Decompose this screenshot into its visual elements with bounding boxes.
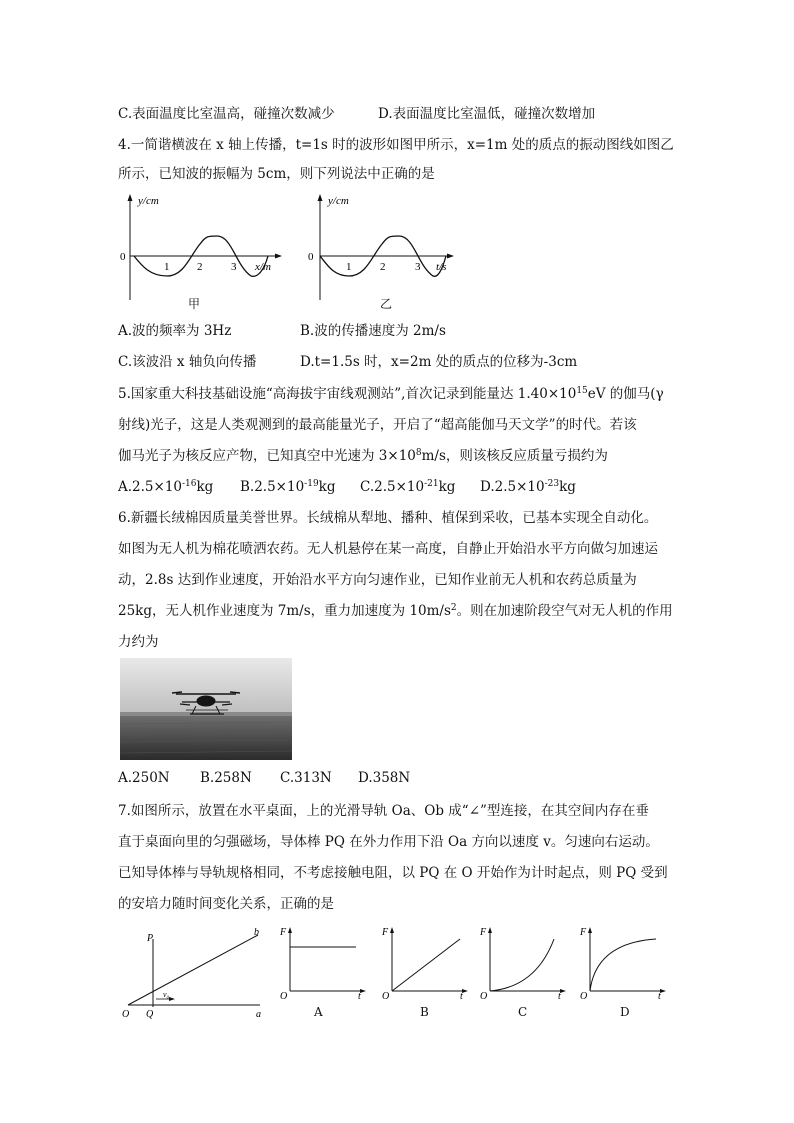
- q4-figure-jia: [118, 190, 288, 310]
- svg-text:O: O: [480, 991, 488, 1000]
- q4-figure-yi-caption: 乙: [380, 297, 393, 311]
- q6-option-c: C.313N: [280, 770, 332, 786]
- q6-stem-line1: 6.新疆长绒棉因质量美誉世界。长绒棉从犁地、播种、植保到采收，已基本实现全自动化。: [118, 510, 658, 526]
- yi-xlabel: t/s: [436, 261, 447, 273]
- q3-option-c: C.表面温度比室温高，碰撞次数减少: [118, 106, 335, 122]
- q6-stem-line3: 动，2.8s 达到作业速度，开始沿水平方向匀速作业，已知作业前无人机和农药总质量为: [118, 572, 637, 588]
- q4-figure-jia-caption: 甲: [188, 297, 201, 311]
- label-b: b: [254, 927, 259, 938]
- q6-option-b: B.258N: [200, 770, 252, 786]
- yi-tick-3: 3: [415, 261, 421, 273]
- q5-stem-line3: 伽马光子为核反应产物，已知真空中光速为 $3\times 10^8m/s$，则该核反应质量亏损约为: [118, 448, 608, 464]
- q7-stem-line4: 的安培力随时间变化关系，正确的是: [118, 896, 334, 912]
- q5-stem-line1: 5.国家重大科技基础设施“高海拔宇宙线观测站”,首次记录到能量达 $1.40\times 10^{15}eV$ 的伽马(γ: [118, 386, 664, 402]
- q6-option-d: D.358N: [358, 770, 411, 786]
- q7-graph-d-caption: D: [620, 1005, 630, 1019]
- jia-xlabel: x/m: [255, 261, 271, 273]
- q7-stem-line1: 7.如图所示，放置在水平桌面，上的光滑导轨 Oa、Ob 成“∠”型连接，在其空间内存在垂: [118, 803, 649, 819]
- jia-tick-1: 1: [164, 261, 170, 273]
- q7-rail-diagram: [120, 925, 270, 1020]
- svg-text:O: O: [280, 991, 288, 1000]
- svg-text:t: t: [358, 991, 361, 1000]
- q4-option-c: C.该波沿 x 轴负向传播: [118, 354, 257, 370]
- label-Q: Q: [146, 1009, 154, 1020]
- q5-option-c: $C.2.5\times 10^{-21}kg$: [360, 479, 456, 495]
- q6-stem-line5: 力约为: [118, 634, 159, 650]
- svg-text:F: F: [580, 927, 587, 938]
- yi-tick-2: 2: [380, 261, 386, 273]
- q7-graph-c-caption: C: [518, 1005, 528, 1019]
- jia-tick-3: 3: [231, 261, 237, 273]
- q4-option-d: D.t=1.5s 时，x=2m 处的质点的位移为-3cm: [300, 354, 578, 370]
- svg-text:F: F: [382, 927, 389, 938]
- label-O: O: [122, 1009, 130, 1020]
- q5-option-b: $B.2.5\times 10^{-19}kg$: [240, 479, 336, 495]
- q5-stem-line2: 射线)光子，这是人类观测到的最高能量光子，开启了“超高能伽马天文学”的时代。若该: [118, 417, 637, 433]
- q5-option-d: $D.2.5\times 10^{-23}kg$: [480, 479, 576, 495]
- svg-text:t: t: [460, 991, 463, 1000]
- q6-stem-line4: 25kg，无人机作业速度为 7m/s，重力加速度为 $10m/s^2$。则在加速阶段空气对无人机的作用: [118, 603, 673, 619]
- q7-stem-line2: 直于桌面向里的匀强磁场，导体棒 PQ 在外力作用下沿 Oa 方向以速度 v。匀速向右运动。: [118, 834, 659, 850]
- q6-stem-line2: 如图为无人机为棉花喷洒农药。无人机悬停在某一高度，自静止开始沿水平方向做匀加速运: [118, 541, 658, 557]
- q7-graph-b-caption: B: [420, 1005, 429, 1019]
- yi-origin: 0: [308, 251, 314, 263]
- q7-graph-a: [278, 925, 368, 1000]
- svg-text:t: t: [658, 991, 661, 1000]
- jia-tick-2: 2: [197, 261, 203, 273]
- jia-ylabel: y/cm: [138, 195, 159, 207]
- jia-origin: 0: [120, 251, 126, 263]
- q7-graph-b: [380, 925, 470, 1000]
- q5-option-a: $A.2.5\times 10^{-16}kg$: [118, 479, 214, 495]
- svg-text:F: F: [480, 927, 487, 938]
- label-v0: v₀: [163, 990, 170, 999]
- q4-figure-yi: [308, 190, 478, 310]
- q7-graph-c: [478, 925, 568, 1000]
- svg-text:F: F: [280, 927, 287, 938]
- svg-text:O: O: [580, 991, 588, 1000]
- label-a: a: [256, 1009, 261, 1020]
- q4-option-a: A.波的频率为 3Hz: [118, 323, 232, 339]
- svg-text:t: t: [558, 991, 561, 1000]
- q4-stem-line1: 4.一简谐横波在 x 轴上传播，t=1s 时的波形如图甲所示，x=1m 处的质点的振动图线如图乙: [118, 137, 674, 153]
- q6-option-a: A.250N: [118, 770, 170, 786]
- yi-tick-1: 1: [346, 261, 352, 273]
- label-P: P: [147, 933, 154, 944]
- q4-option-b: B.波的传播速度为 2m/s: [300, 323, 446, 339]
- q7-stem-line3: 已知导体棒与导轨规格相同，不考虑接触电阻，以 PQ 在 O 开始作为计时起点，则 PQ 受到: [118, 865, 668, 881]
- q3-option-d: D.表面温度比室温低，碰撞次数增加: [378, 106, 596, 122]
- svg-text:O: O: [382, 991, 390, 1000]
- q7-graph-d: [578, 925, 668, 1000]
- drone-photo: [120, 658, 292, 760]
- yi-ylabel: y/cm: [328, 195, 349, 207]
- q4-stem-line2: 所示，已知波的振幅为 5cm，则下列说法中正确的是: [118, 166, 435, 182]
- q7-graph-a-caption: A: [314, 1005, 323, 1019]
